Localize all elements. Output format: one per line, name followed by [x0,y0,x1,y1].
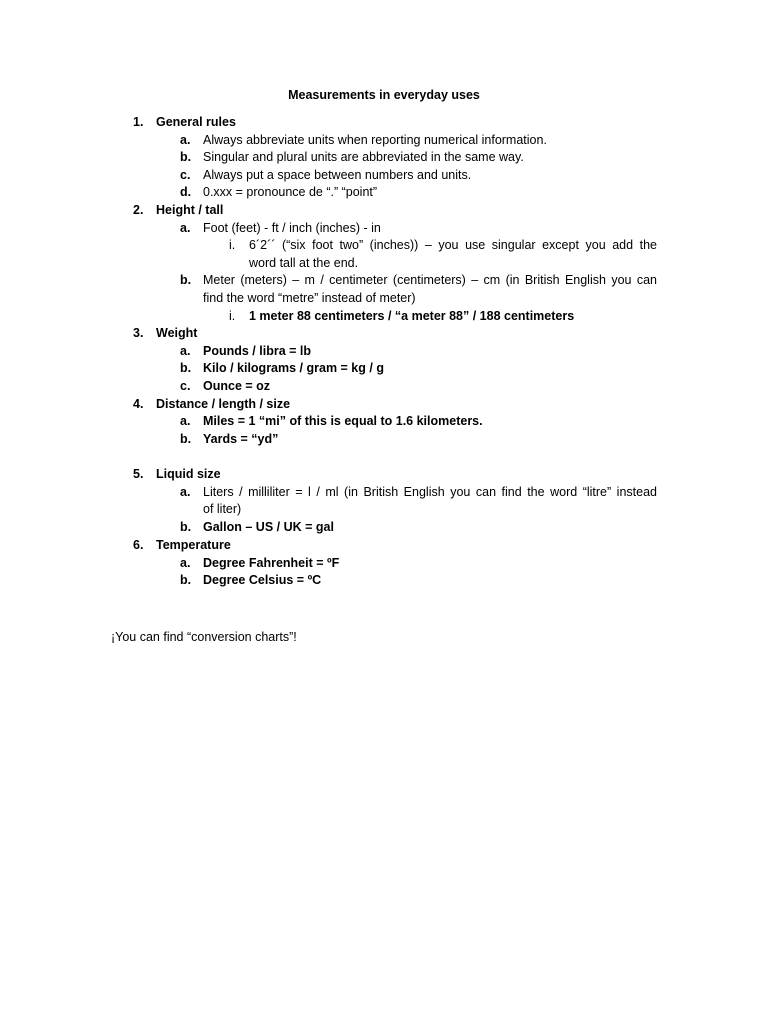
item-marker: b. [180,432,192,446]
footer-note: ¡You can find “conversion charts”! [111,630,297,644]
section-heading: Height / tall [156,203,224,217]
section-number: 5. [133,467,144,481]
item-marker: a. [180,221,191,235]
item-marker: b. [180,273,192,287]
item-marker: b. [180,573,192,587]
section-heading: General rules [156,115,236,129]
list-item: Singular and plural units are abbreviated in the same way. [203,150,524,164]
subitem-line: word tall at the end. [249,256,359,270]
item-marker: a. [180,344,191,358]
section-number: 1. [133,115,144,129]
list-item-line: Meter (meters) – m / centimeter (centimeters) – cm (in British English you can [203,273,657,287]
list-item: 0.xxx = pronounce de “.” “point” [203,185,378,199]
list-item-line: Liters / milliliter = l / ml (in British English you can find the word “litre” instead [203,485,657,499]
section-heading: Distance / length / size [156,397,291,411]
list-item-line: of liter) [203,502,242,516]
item-marker: a. [180,485,191,499]
subitem-marker: i. [229,309,236,323]
item-marker: b. [180,361,192,375]
item-marker: a. [180,133,191,147]
section-heading: Liquid size [156,467,221,481]
item-marker: a. [180,556,191,570]
subitem-line: 1 meter 88 centimeters / “a meter 88” / 188 centimeters [249,309,575,323]
list-item: Ounce = oz [203,379,271,393]
item-marker: c. [180,379,191,393]
list-item: Miles = 1 “mi” of this is equal to 1.6 kilometers. [203,414,483,428]
section-heading: Weight [156,326,198,340]
section-heading: Temperature [156,538,231,552]
item-marker: b. [180,520,192,534]
subitem-line: 6´2´´ (“six foot two” (inches)) – you use singular except you add the [249,238,657,252]
list-item: Foot (feet) - ft / inch (inches) - in [203,221,381,235]
page-title: Measurements in everyday uses [288,88,480,102]
section-number: 6. [133,538,144,552]
section-number: 3. [133,326,144,340]
subitem-marker: i. [229,238,236,252]
list-item-line: find the word “metre” instead of meter) [203,291,416,305]
list-item: Always abbreviate units when reporting numerical information. [203,133,547,147]
item-marker: c. [180,168,191,182]
section-number: 4. [133,397,144,411]
list-item: Kilo / kilograms / gram = kg / g [203,361,384,375]
section-number: 2. [133,203,144,217]
list-item: Degree Celsius = ºC [203,573,322,587]
list-item: Yards = “yd” [203,432,279,446]
list-item: Always put a space between numbers and units. [203,168,472,182]
item-marker: b. [180,150,192,164]
list-item: Pounds / libra = lb [203,344,312,358]
list-item: Degree Fahrenheit = ºF [203,556,340,570]
item-marker: a. [180,414,191,428]
list-item: Gallon – US / UK = gal [203,520,334,534]
item-marker: d. [180,185,192,199]
